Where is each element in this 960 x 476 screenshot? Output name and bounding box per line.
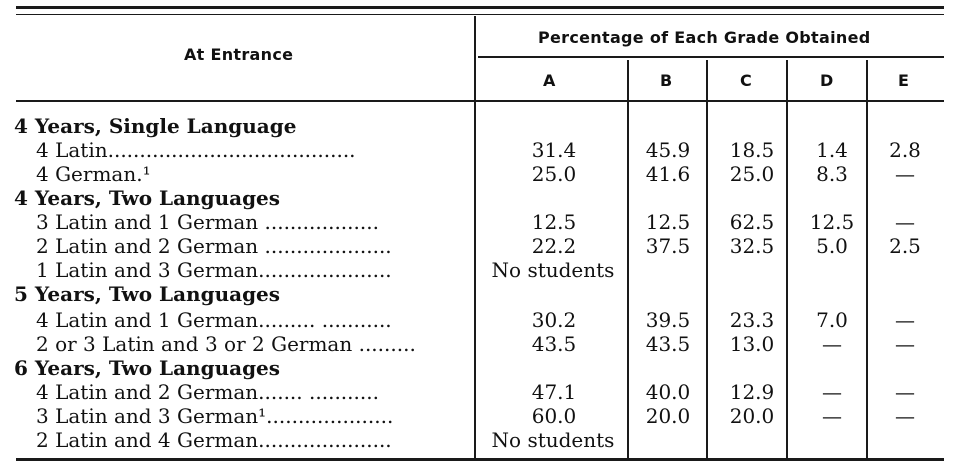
cell-d: — — [822, 404, 842, 428]
bottom-rule — [16, 458, 944, 461]
cell-c: 32.5 — [729, 234, 775, 258]
no-students-note: No students — [491, 258, 615, 282]
grade-header-b: B — [660, 71, 673, 90]
grade-header-d: D — [820, 71, 834, 90]
cell-a: 22.2 — [531, 234, 577, 258]
cell-e: 2.8 — [889, 138, 921, 162]
cell-b: 20.0 — [645, 404, 691, 428]
group-title: 4 Years, Single Language — [14, 114, 297, 138]
cell-a: 12.5 — [531, 210, 577, 234]
row-label: 1 Latin and 3 German..................... — [36, 258, 392, 282]
cell-b: 45.9 — [645, 138, 691, 162]
row-label: 4 German.¹ — [36, 162, 151, 186]
row-label: 2 or 3 Latin and 3 or 2 German ......... — [36, 332, 416, 356]
row-label: 2 Latin and 2 German .................... — [36, 234, 392, 258]
cell-e: 2.5 — [889, 234, 921, 258]
row-label: 3 Latin and 3 German¹.................... — [36, 404, 394, 428]
cell-b: 41.6 — [645, 162, 691, 186]
cell-a: 31.4 — [531, 138, 577, 162]
cell-c: 18.5 — [729, 138, 775, 162]
cell-d: — — [822, 332, 842, 356]
col-divider-de — [866, 60, 868, 458]
cell-d: 12.5 — [809, 210, 855, 234]
group-title: 6 Years, Two Languages — [14, 356, 281, 380]
row-label: 2 Latin and 4 German..................... — [36, 428, 392, 452]
cell-e: — — [895, 210, 915, 234]
cell-e: — — [895, 308, 915, 332]
cell-c: 13.0 — [729, 332, 775, 356]
cell-a: 25.0 — [531, 162, 577, 186]
cell-d: — — [822, 380, 842, 404]
row-label: 4 Latin and 2 German....... ........... — [36, 380, 379, 404]
row-label: 4 Latin....................................... — [36, 138, 356, 162]
grade-header-a: A — [543, 71, 556, 90]
cell-e: — — [895, 380, 915, 404]
cell-b: 43.5 — [645, 332, 691, 356]
col-divider-ab — [627, 60, 629, 458]
header-bottom-rule — [16, 100, 944, 102]
cell-b: 39.5 — [645, 308, 691, 332]
cell-b: 40.0 — [645, 380, 691, 404]
row-label: 3 Latin and 1 German .................. — [36, 210, 379, 234]
cell-b: 12.5 — [645, 210, 691, 234]
cell-e: — — [895, 162, 915, 186]
stub-header: At Entrance — [184, 45, 294, 64]
col-divider-bc — [706, 60, 708, 458]
cell-d: 8.3 — [816, 162, 848, 186]
grade-header-e: E — [898, 71, 910, 90]
cell-d: 5.0 — [816, 234, 848, 258]
cell-c: 23.3 — [729, 308, 775, 332]
col-divider-cd — [786, 60, 788, 458]
group-title: 5 Years, Two Languages — [14, 282, 281, 306]
grade-header-c: C — [740, 71, 753, 90]
cell-d: 1.4 — [816, 138, 848, 162]
group-title: 4 Years, Two Languages — [14, 186, 281, 210]
span-header: Percentage of Each Grade Obtained — [538, 28, 871, 47]
cell-c: 25.0 — [729, 162, 775, 186]
cell-c: 12.9 — [729, 380, 775, 404]
cell-a: 47.1 — [531, 380, 577, 404]
span-header-rule — [478, 56, 944, 58]
cell-c: 20.0 — [729, 404, 775, 428]
cell-c: 62.5 — [729, 210, 775, 234]
cell-e: — — [895, 332, 915, 356]
cell-a: 60.0 — [531, 404, 577, 428]
cell-a: 43.5 — [531, 332, 577, 356]
stub-divider — [474, 16, 476, 458]
no-students-note: No students — [491, 428, 615, 452]
top-rule-thick — [16, 6, 944, 9]
cell-a: 30.2 — [531, 308, 577, 332]
top-rule-thin — [16, 14, 944, 15]
cell-b: 37.5 — [645, 234, 691, 258]
row-label: 4 Latin and 1 German......... ........... — [36, 308, 392, 332]
cell-e: — — [895, 404, 915, 428]
cell-d: 7.0 — [816, 308, 848, 332]
